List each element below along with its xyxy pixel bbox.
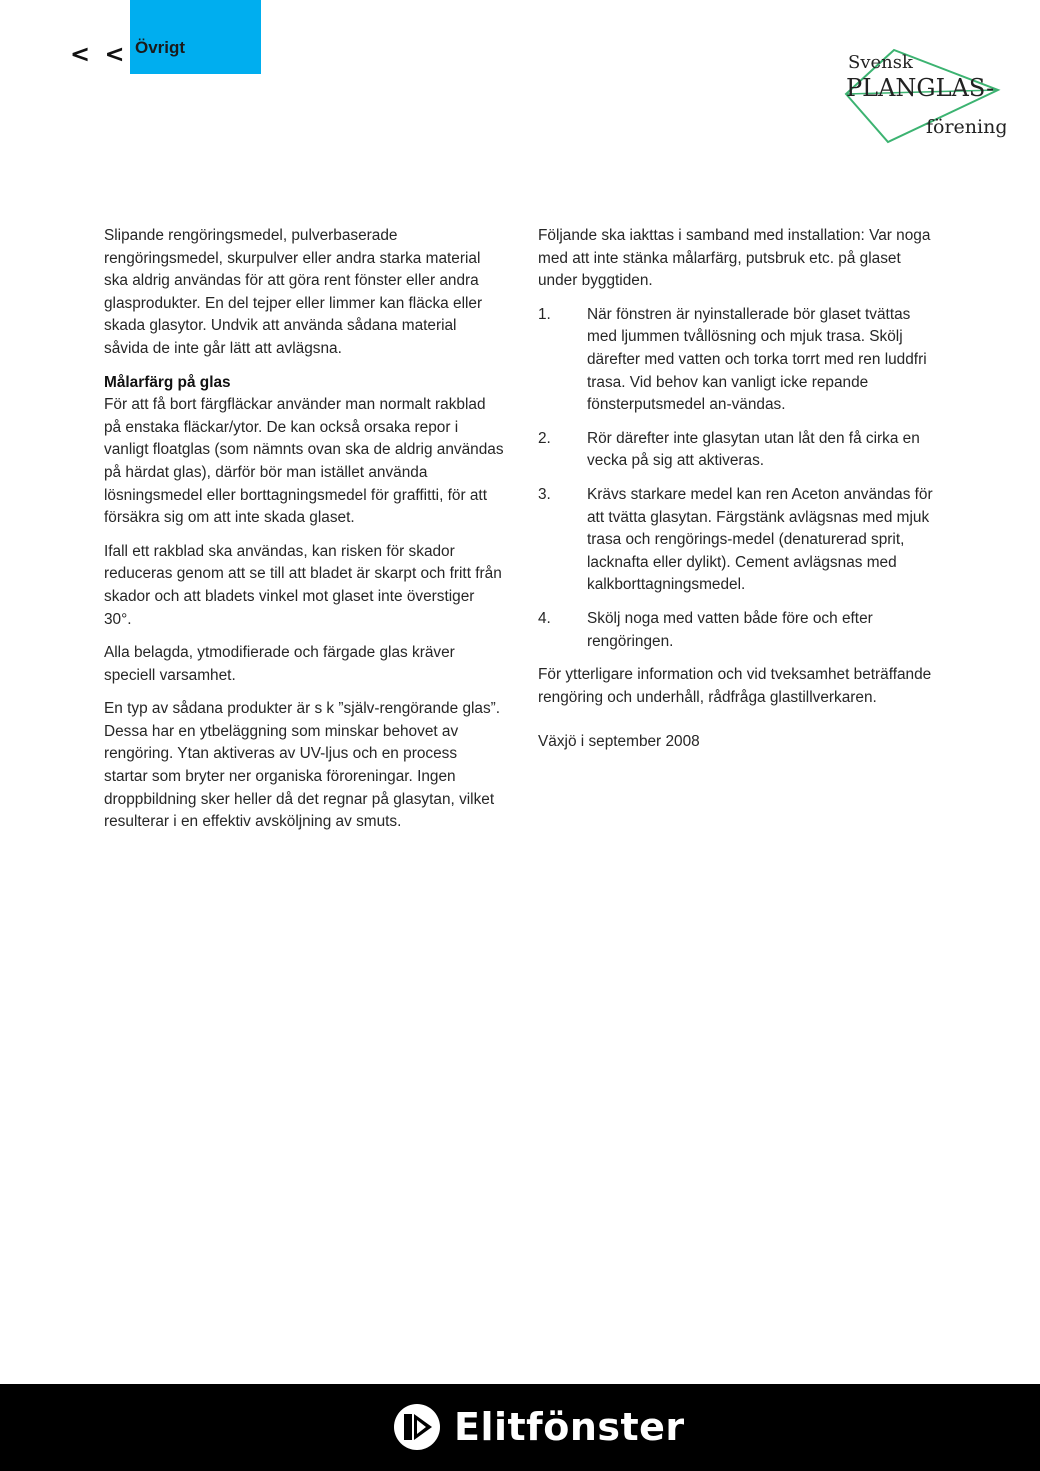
footer-brand-name: Elitfönster bbox=[454, 1405, 685, 1449]
step-number: 4. bbox=[538, 609, 551, 627]
planglas-logo-graphic bbox=[836, 46, 1006, 152]
footer-brand bbox=[392, 1400, 685, 1454]
list-item bbox=[538, 608, 938, 653]
intro-paragraph: Slipande rengöringsmedel, pulverbaserade rengöringsmedel, skurpulver eller andra starka material ska aldrig användas för att göra rent fönster eller andra glasprodukter. En del tejper eller limmer kan fläcka eller skada glasytor. Undvik att använda sådana material såvida de inte går lätt att avlägsna. bbox=[104, 227, 483, 357]
place-date: Växjö i september 2008 bbox=[538, 733, 700, 751]
coated-glass-paragraph: Alla belagda, ytmodifierade och färgade glas kräver speciell varsamhet. bbox=[104, 644, 455, 684]
list-item bbox=[538, 304, 938, 417]
self-cleaning-paragraph: En typ av sådana produkter är s k ”själv-rengörande glas”. Dessa har en ytbeläggning som minskar behovet av rengöring. Ytan aktiveras av UV-ljus och en process startar som bryter ner organiska föroreningar. Ingen droppbildning sker heller då det regnar på glasytan, vilket resulterar i en effektiv avsköljning av smuts. bbox=[104, 700, 501, 831]
list-item bbox=[538, 428, 938, 473]
step-text: När fönstren är nyinstallerade bör glaset tvättas med ljummen tvållösning och mjuk trasa. Skölj därefter med vatten och torka torrt med ren luddfri trasa. Vid behov kan vanligt icke repande fönsterputsmedel an-vändas. bbox=[587, 305, 927, 414]
elitfonster-logo-icon bbox=[392, 1402, 442, 1452]
step-text: Skölj noga med vatten både före och efter rengöringen. bbox=[587, 609, 873, 650]
section-tab bbox=[130, 0, 261, 74]
logo-line-1: Svensk bbox=[848, 52, 913, 73]
logo-line-3: förening bbox=[926, 116, 1006, 138]
section-label: Övrigt bbox=[135, 38, 186, 57]
step-text: Krävs starkare medel kan ren Aceton användas för att tvätta glasytan. Färgstänk avlägsnas med mjuk trasa och rengörings-medel (denaturerad sprit, lacknafta eller dylikt). Cement avlägsnas med kalkborttagningsmedel. bbox=[587, 485, 933, 594]
list-item bbox=[538, 484, 938, 597]
step-number: 2. bbox=[538, 429, 551, 447]
razor-paragraph: Ifall ett rakblad ska användas, kan risken för skador reduceras genom att se till att bladet är skarpt och fritt från skador och att bladets vinkel mot glaset inte överstiger 30°. bbox=[104, 542, 502, 628]
step-text: Rör därefter inte glasytan utan låt den få cirka en vecka på sig att aktiveras. bbox=[587, 429, 920, 470]
more-info-paragraph: För ytterligare information och vid tveksamhet beträffande rengöring och underhåll, rådfråga glastillverkaren. bbox=[538, 666, 932, 706]
step-number: 3. bbox=[538, 485, 551, 503]
back-link[interactable]: < < bbox=[70, 40, 128, 68]
installation-intro: Följande ska iakttas i samband med installation: Var noga med att inte stänka målarfärg, putsbruk etc. på glaset under byggtiden. bbox=[538, 227, 931, 290]
logo-line-2: PLANGLAS- bbox=[846, 74, 995, 102]
footer-bar bbox=[0, 1384, 1040, 1471]
steps-list bbox=[538, 304, 938, 653]
section-heading: Målarfärg på glas bbox=[104, 373, 231, 391]
right-column bbox=[538, 225, 938, 765]
planglas-logo bbox=[836, 46, 1006, 152]
step-number: 1. bbox=[538, 305, 551, 323]
left-column bbox=[104, 225, 504, 845]
paint-paragraph: För att få bort färgfläckar använder man normalt rakblad på enstaka fläckar/ytor. De kan också orsaka repor i vanligt floatglas (som nämnts ovan ska de aldrig användas på härdat glas), därför bör man istället använda lösningsmedel eller borttagningsmedel för graffitti, för att försäkra sig om att inte skada glaset. bbox=[104, 396, 504, 527]
